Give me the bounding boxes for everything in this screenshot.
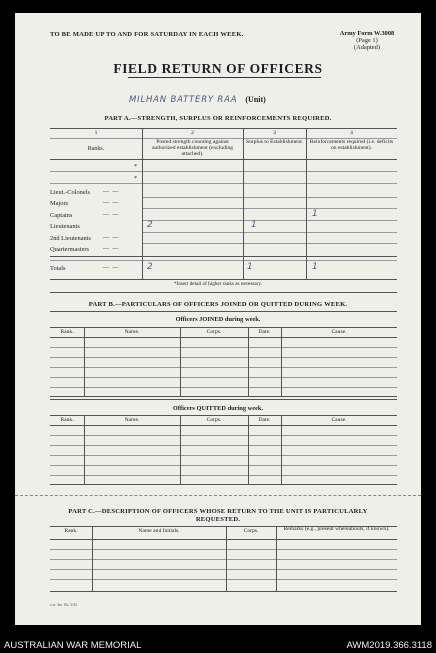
rank-lieutenants: Lieutenants: [50, 223, 80, 230]
totals-reinf: 1: [312, 262, 318, 272]
unit-handwritten: MILHAN BATTERY RAA: [129, 95, 238, 105]
ranks-header: Ranks.: [87, 146, 105, 152]
rank-2nd-lieutenants: 2nd Lieutenants: [50, 235, 91, 242]
totals-posted: 2: [147, 262, 153, 272]
joined-heading: Officers JOINED during week.: [175, 316, 261, 323]
part-c-heading-2: REQUESTED.: [195, 516, 241, 523]
unit-label: (Unit): [245, 95, 266, 104]
quitted-heading: Officers QUITTED during week.: [172, 405, 264, 412]
title-underline: [128, 77, 321, 78]
footer-accession: AWM2019.366.3118: [346, 640, 432, 651]
part-a-note: *Insert detail of higher ranks as necessary.: [174, 281, 262, 287]
unit-line: [129, 95, 266, 105]
captains-reinf-entry: 1: [312, 209, 318, 219]
part-a-heading: PART A.—STRENGTH, SURPLUS OR REINFORCEMENTS REQUIRED.: [104, 115, 332, 122]
posted-header: Posted strength counting against authorized establishment (excluding attached).: [151, 139, 234, 157]
rank-lieut-colonels: Lieut.-Colonels: [50, 189, 90, 196]
header-note: TO BE MADE UP TO AND FOR SATURDAY IN EACH WEEK.: [50, 31, 244, 38]
page-title: FIELD RETURN OF OFFICERS: [113, 61, 323, 76]
part-c-heading: PART C.—DESCRIPTION OF OFFICERS WHOSE RETURN TO THE UNIT IS PARTICULARLY: [68, 508, 368, 515]
form-number: Army Form W.3008 (Page 1) (Adapted): [339, 30, 395, 51]
rank-captains: Captains: [50, 212, 73, 219]
footer-credit: AUSTRALIAN WAR MEMORIAL: [4, 640, 142, 651]
lieut-posted-entry: 2: [147, 220, 153, 230]
print-code: s.w. 3m 16s 3/43: [50, 602, 77, 607]
perforation-line: [15, 495, 421, 496]
part-b-heading: PART B.—PARTICULARS OF OFFICERS JOINED OR QUITTED DURING WEEK.: [88, 301, 348, 308]
lieut-surplus-entry: 1: [251, 220, 257, 230]
rank-quartermasters: Quartermasters: [50, 246, 90, 253]
form-paper: TO BE MADE UP TO AND FOR SATURDAY IN EACH WEEK. Army Form W.3008 (Page 1) (Adapted) FIELD RETURN OF OFFICERS MILHAN BATTERY RAA (Unit) PART A.—STRENGTH, SURPLUS OR REINFORCEMENTS REQUIRED. 1 2 3 4 Ranks. Posted strength counting against authorized establishment (excluding attached). Surplus to Establishment. Reinforcements required (i.e. deficits on establishment). * * Lieut.-Colonels — — Majors — — Captains — — 1 Lieutenants 2 1 2nd Lieutenants — — Quartermasters — — Totals — — 2 1 1 *Insert detail of higher ranks as necessary. PART B.—PARTICULARS OF OFFICERS JOINED OR QUITTED DURING WEEK. Officers JOINED during week. Rank. Name. Corps. Date. Cause. Officers QUITTED during week. Rank. Name. Corps. Date. Cause. PART C.—DESCRIPTION OF OFFICERS WHOSE RETURN TO THE UNIT IS PARTICULARLY REQUESTED. Rank. Name and Initials. Corps. Remarks (e.g., present whereabouts, if known). s.w. 3m 16s 3/43: [15, 13, 421, 625]
totals-surplus: 1: [247, 262, 253, 272]
rank-majors: Majors: [50, 200, 69, 207]
surplus-header: Surplus to Establishment.: [245, 139, 304, 145]
totals-label: Totals: [50, 265, 66, 272]
reinf-header: Reinforcements required (i.e. deficits on establishment).: [309, 139, 394, 151]
